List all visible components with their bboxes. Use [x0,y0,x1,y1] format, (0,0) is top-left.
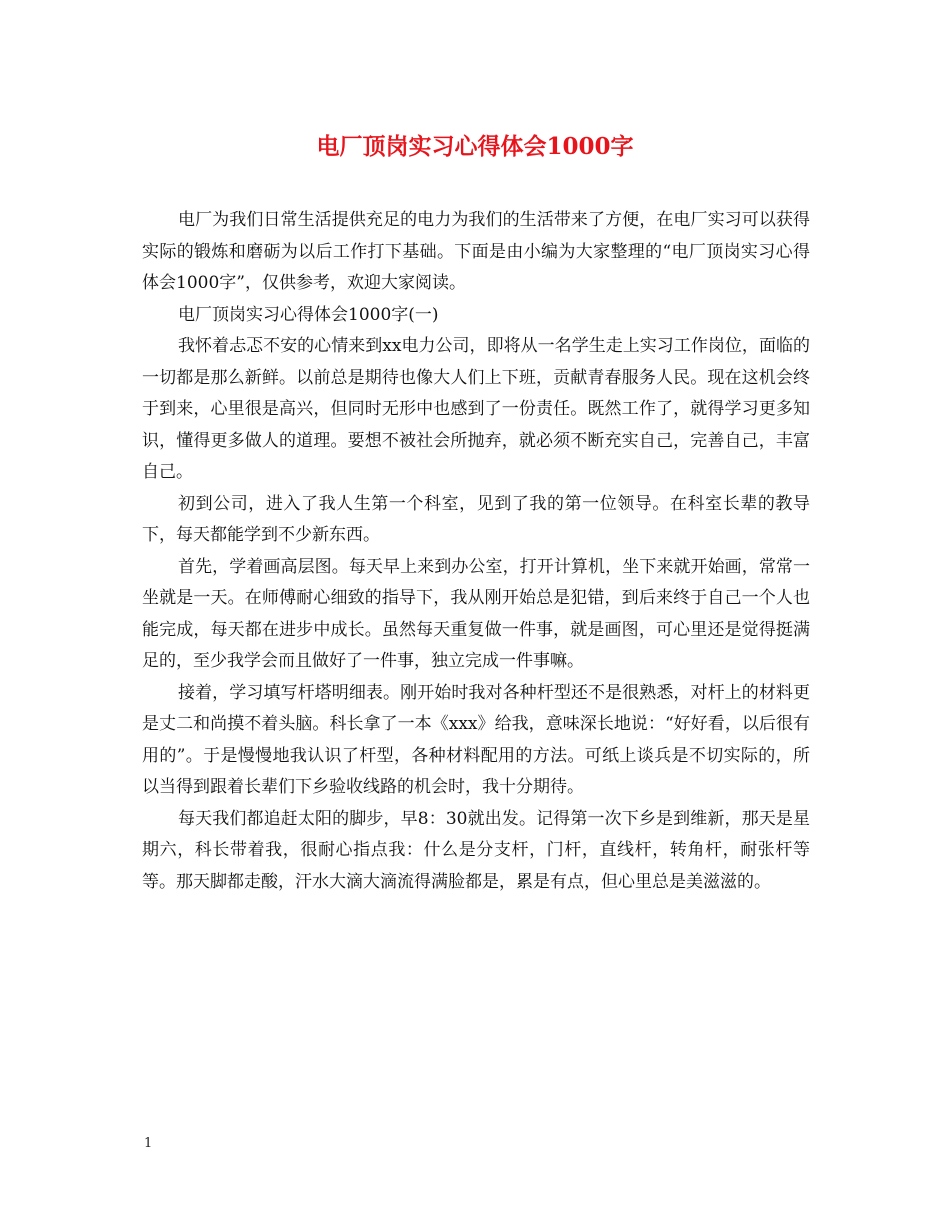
body-paragraph: 接着，学习填写杆塔明细表。刚开始时我对各种杆型还不是很熟悉，对杆上的材料更是丈二和尚摸不着头脑。科长拿了一本《xxx》给我，意味深长地说：“好好看，以后很有用的”。于是慢慢地我认识了杆型，各种材料配用的方法。可纸上谈兵是不切实际的，所以当得到跟着长辈们下乡验收线路的机会时，我十分期待。 [142,682,810,797]
section-heading: 电厂顶岗实习心得体会1000字(一) [178,304,439,325]
intro-paragraph: 电厂为我们日常生活提供充足的电力为我们的生活带来了方便，在电厂实习可以获得实际的锻炼和磨砺为以后工作打下基础。下面是由小编为大家整理的“电厂顶岗实习心得体会1000字”，仅供参考，欢迎大家阅读。 [142,210,810,293]
body-paragraph: 首先，学着画高层图。每天早上来到办公室，打开计算机，坐下来就开始画，常常一坐就是一天。在师傅耐心细致的指导下，我从刚开始总是犯错，到后来终于自己一个人也能完成，每天都在进步中成长。虽然每天重复做一件事，就是画图，可心里还是觉得挺满足的，至少我学会而且做好了一件事，独立完成一件事嘛。 [142,556,810,671]
document-body [142,205,810,898]
body-paragraph: 每天我们都追赶太阳的脚步，早8：30就出发。记得第一次下乡是到维新，那天是星期六，科长带着我，很耐心指点我：什么是分支杆，门杆，直线杆，转角杆，耐张杆等等。那天脚都走酸，汗水大滴大滴流得满脸都是，累是有点，但心里总是美滋滋的。 [142,808,810,892]
document-title: 电厂顶岗实习心得体会1000字 [316,133,634,160]
body-paragraph: 我怀着忐忑不安的心情来到xx电力公司，即将从一名学生走上实习工作岗位，面临的一切都是那么新鲜。以前总是期待也像大人们上下班，贡献青春服务人民。现在这机会终于到来，心里很是高兴，但同时无形中也感到了一份责任。既然工作了，就得学习更多知识，懂得更多做人的道理。要想不被社会所抛弃，就必须不断充实自己，完善自己，丰富自己。 [142,336,810,482]
body-paragraph: 初到公司，进入了我人生第一个科室，见到了我的第一位领导。在科室长辈的教导下，每天都能学到不少新东西。 [142,493,810,545]
page-number: 1 [144,1136,153,1151]
